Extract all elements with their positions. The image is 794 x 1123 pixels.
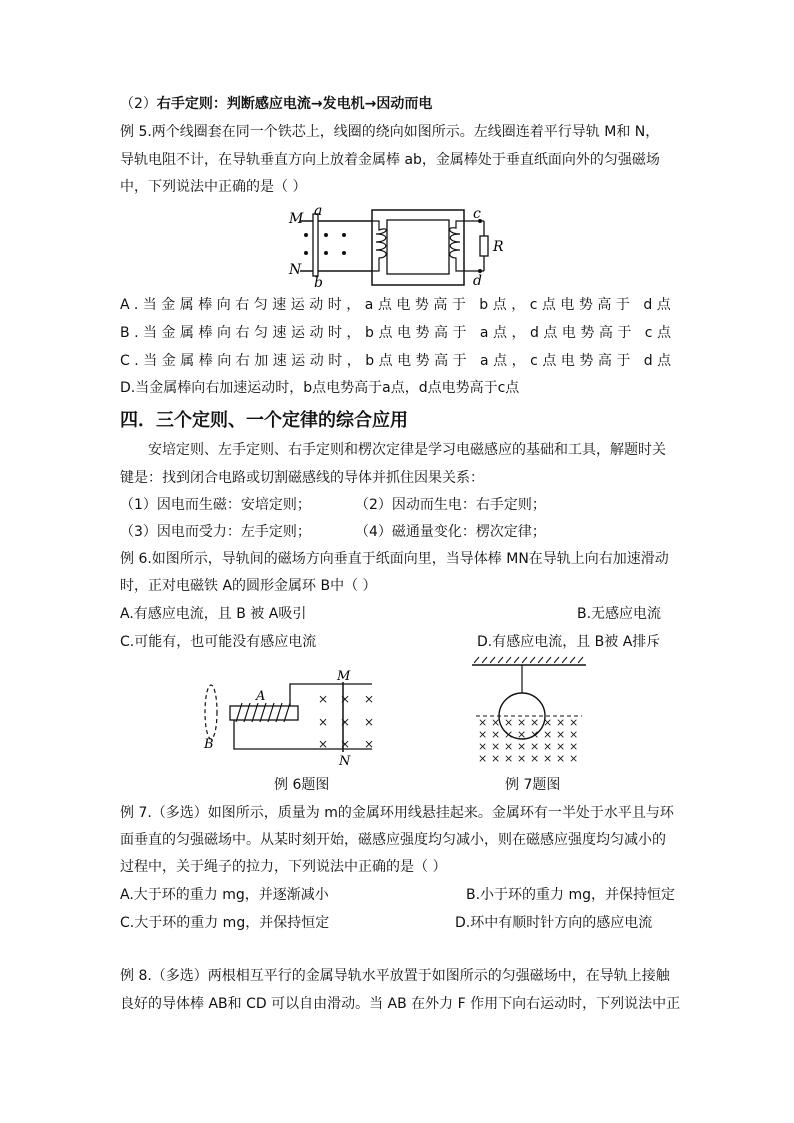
ex7-question-line-3: 过程中，关于绳子的拉力，下列说法中正确的是（ ） bbox=[120, 859, 447, 875]
svg-text:×: × bbox=[364, 737, 375, 751]
ex7-option-b: B.小于环的重力 mg，并保持恒定 bbox=[466, 887, 676, 903]
svg-text:×: × bbox=[478, 728, 488, 741]
sec4-rule-4: （4）磁通量变化：楞次定律； bbox=[355, 524, 546, 540]
ex6-label-B: B bbox=[204, 737, 214, 752]
ex6-question-line-2: 时，正对电磁铁 A的圆形金属环 B中（ ） bbox=[120, 578, 377, 594]
ex5-option-c: C.当金属棒向右加速运动时，b点电势高于 a点，c点电势高于 d点 bbox=[120, 353, 676, 369]
svg-text:×: × bbox=[478, 752, 488, 765]
svg-text:×: × bbox=[504, 740, 514, 753]
svg-text:×: × bbox=[543, 740, 553, 753]
ex5-label-c: c bbox=[473, 206, 481, 222]
svg-text:×: × bbox=[504, 728, 514, 741]
ex8-question-line-2: 良好的导体棒 AB和 CD 可以自由滑动。当 AB 在外力 F 作用下向右运动时，下列说法中正 bbox=[120, 996, 681, 1012]
ex7-option-c: C.大于环的重力 mg，并保持恒定 bbox=[120, 915, 330, 931]
svg-text:×: × bbox=[556, 716, 566, 729]
svg-text:×: × bbox=[556, 728, 566, 741]
ex5-label-b: b bbox=[314, 275, 323, 290]
ex6-figure-caption: 例 6题图 bbox=[274, 777, 330, 793]
section-2-heading bbox=[120, 94, 432, 114]
sec4-intro-line-1: 安培定则、左手定则、右手定则和楞次定律是学习电磁感应的基础和工具，解题时关 bbox=[148, 442, 666, 458]
svg-text:×: × bbox=[491, 716, 501, 729]
svg-text:×: × bbox=[569, 716, 579, 729]
svg-text:×: × bbox=[318, 692, 329, 706]
ex5-option-b: B.当金属棒向右匀速运动时，b点电势高于 a点，d点电势高于 c点 bbox=[120, 325, 676, 341]
ex5-question-line-2: 导轨电阻不计，在导轨垂直方向上放着金属棒 ab，金属棒处于垂直纸面向外的匀强磁场 bbox=[120, 152, 660, 168]
ex6-question-line-1: 例 6.如图所示，导轨间的磁场方向垂直于纸面向里，当导体棒 MN在导轨上向右加速滑动 bbox=[120, 551, 669, 567]
svg-text:×: × bbox=[364, 715, 375, 729]
ex5-option-a: A.当金属棒向右匀速运动时，a点电势高于 b点，c点电势高于 d点 bbox=[120, 297, 676, 313]
ex5-label-d: d bbox=[473, 273, 482, 289]
ex6-option-d: D.有感应电流，且 B被 A排斥 bbox=[477, 634, 661, 650]
svg-text:×: × bbox=[530, 728, 540, 741]
ex5-label-R: R bbox=[493, 239, 504, 255]
svg-text:×: × bbox=[364, 692, 375, 706]
ex5-label-N: N bbox=[289, 262, 302, 278]
sec4-rule-3: （3）因电而受力：左手定则； bbox=[120, 524, 311, 540]
svg-text:×: × bbox=[543, 716, 553, 729]
ex7-figure-caption: 例 7题图 bbox=[505, 777, 561, 793]
svg-text:×: × bbox=[340, 692, 351, 706]
ex5-question-line-3: 中，下列说法中正确的是（ ） bbox=[120, 179, 307, 195]
ex6-option-b: B.无感应电流 bbox=[577, 606, 662, 622]
svg-text:×: × bbox=[478, 716, 488, 729]
svg-text:×: × bbox=[478, 740, 488, 753]
svg-text:×: × bbox=[530, 740, 540, 753]
ex6-option-a: A.有感应电流，且 B 被 A吸引 bbox=[120, 606, 307, 622]
ex8-question-line-1: 例 8.（多选）两根相互平行的金属导轨水平放置于如图所示的匀强磁场中，在导轨上接触 bbox=[120, 968, 670, 984]
section-4-heading: 四．三个定则、一个定律的综合应用 bbox=[120, 410, 408, 431]
ex5-label-a: a bbox=[314, 204, 323, 219]
svg-text:×: × bbox=[517, 740, 527, 753]
ex7-question-line-1: 例 7.（多选）如图所示，质量为 m的金属环用线悬挂起来。金属环有一半处于水平且与环 bbox=[120, 805, 674, 821]
ex7-figure bbox=[470, 656, 590, 768]
ex7-question-line-2: 面垂直的匀强磁场中。从某时刻开始，磁感应强度均匀减小，则在磁感应强度均匀减小的 bbox=[120, 832, 666, 848]
svg-text:×: × bbox=[543, 752, 553, 765]
svg-text:×: × bbox=[569, 752, 579, 765]
svg-text:×: × bbox=[318, 737, 329, 751]
svg-text:×: × bbox=[340, 737, 351, 751]
ex7-option-a: A.大于环的重力 mg，并逐渐减小 bbox=[120, 887, 329, 903]
svg-text:×: × bbox=[318, 715, 329, 729]
svg-text:×: × bbox=[569, 728, 579, 741]
svg-text:×: × bbox=[517, 716, 527, 729]
svg-text:×: × bbox=[517, 752, 527, 765]
svg-text:×: × bbox=[340, 715, 351, 729]
svg-text:×: × bbox=[530, 752, 540, 765]
svg-text:×: × bbox=[491, 752, 501, 765]
svg-text:×: × bbox=[530, 716, 540, 729]
ex5-option-d: D.当金属棒向右加速运动时，b点电势高于a点，d点电势高于c点 bbox=[120, 380, 520, 396]
sec4-intro-line-2: 键是：找到闭合电路或切割磁感线的导体并抓住因果关系： bbox=[120, 470, 484, 486]
svg-text:×: × bbox=[543, 728, 553, 741]
ex5-label-M: M bbox=[289, 211, 304, 227]
ex5-figure bbox=[280, 204, 510, 290]
ex6-option-c: C.可能有，也可能没有感应电流 bbox=[120, 634, 317, 650]
ex5-question-line-1: 例 5.两个线圈套在同一个铁芯上，线圈的绕向如图所示。左线圈连着平行导轨 M和 N， bbox=[120, 124, 660, 140]
section-2-title: 右手定则：判断感应电流→发电机→因动而电 bbox=[156, 96, 433, 112]
svg-text:×: × bbox=[491, 740, 501, 753]
ex6-label-N: N bbox=[339, 754, 351, 769]
sec4-rule-2: （2）因动而生电：右手定则； bbox=[355, 497, 546, 513]
svg-text:×: × bbox=[504, 716, 514, 729]
svg-text:×: × bbox=[517, 728, 527, 741]
svg-text:×: × bbox=[504, 752, 514, 765]
svg-text:×: × bbox=[569, 740, 579, 753]
svg-text:×: × bbox=[491, 728, 501, 741]
section-2-prefix: （2） bbox=[120, 96, 157, 112]
svg-text:×: × bbox=[556, 740, 566, 753]
ex6-figure bbox=[198, 670, 398, 770]
ex6-label-A: A bbox=[256, 689, 266, 704]
ex6-label-M: M bbox=[337, 670, 351, 684]
sec4-rule-1: （1）因电而生磁：安培定则； bbox=[120, 497, 311, 513]
svg-text:×: × bbox=[556, 752, 566, 765]
ex7-option-d: D.环中有顺时针方向的感应电流 bbox=[455, 915, 653, 931]
